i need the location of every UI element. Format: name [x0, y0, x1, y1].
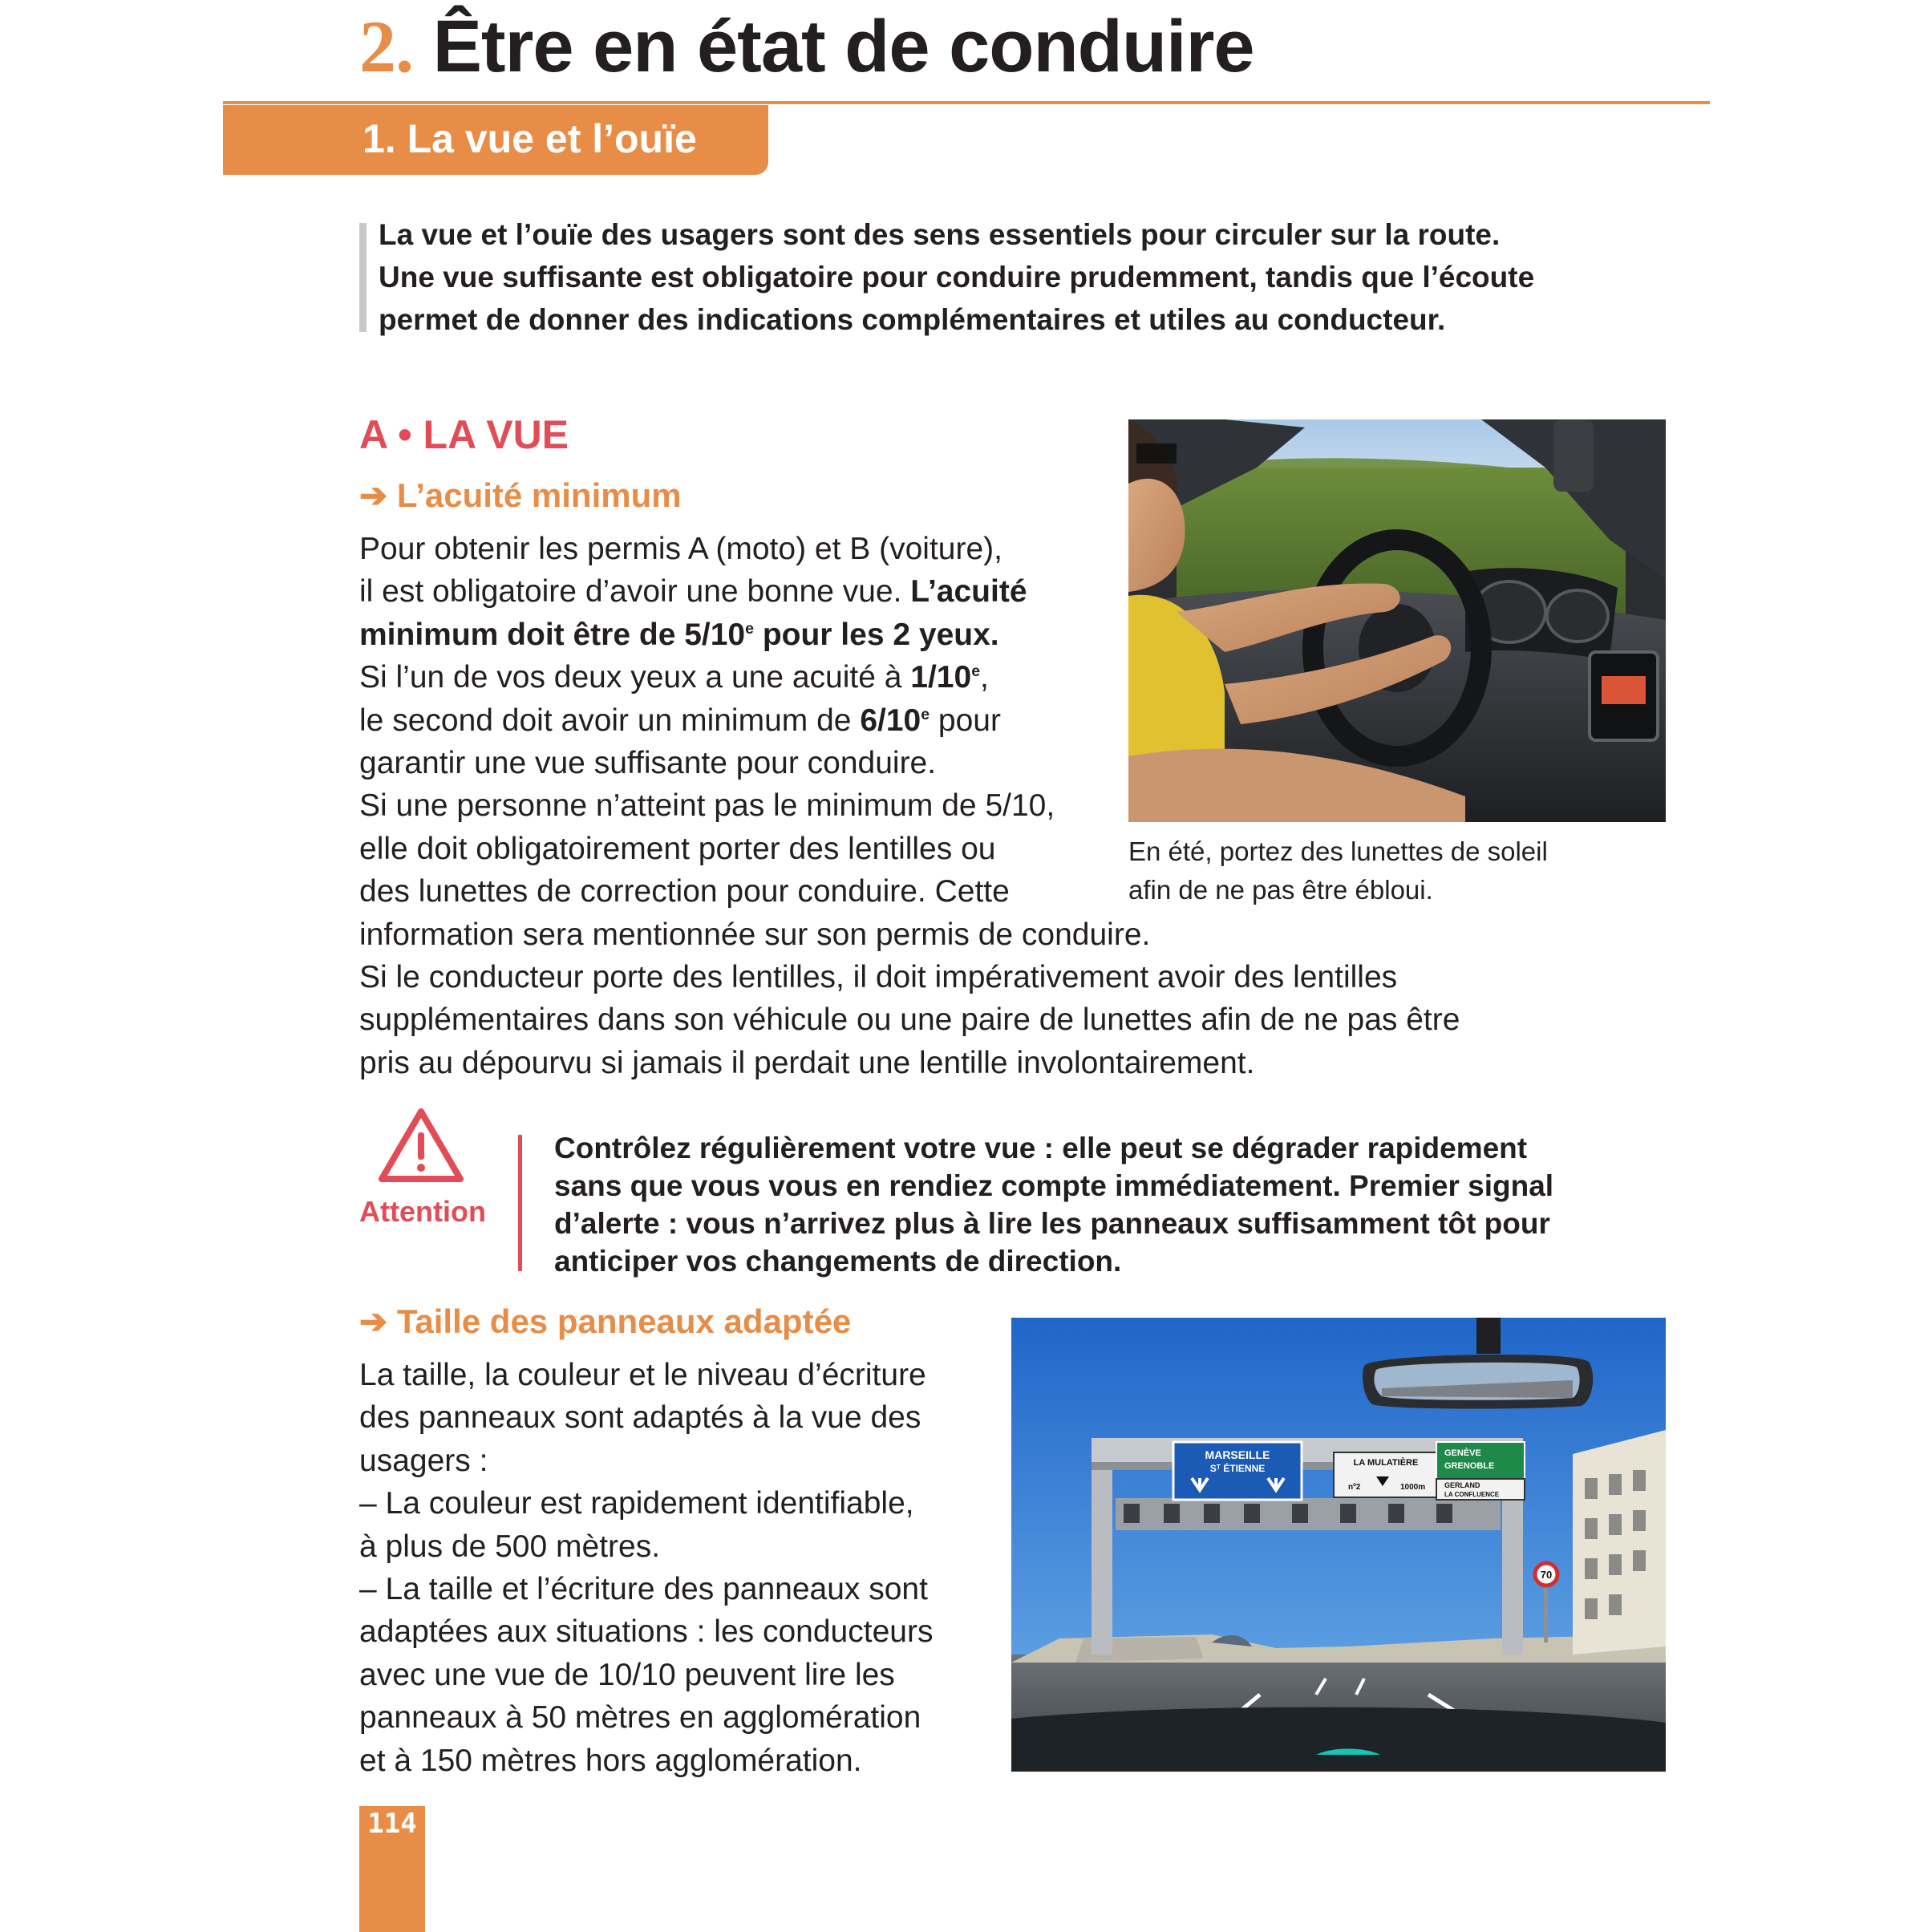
superscript: e — [745, 619, 754, 638]
sign-white-exit: nº2 — [1348, 1483, 1361, 1492]
warning-triangle-icon — [377, 1107, 465, 1185]
photo-caption — [1128, 832, 1548, 909]
text: Pour obtenir les permis A (moto) et B (voiture), — [359, 532, 1002, 566]
page-number: 114 — [367, 1808, 417, 1840]
body-line: – La taille et l’écriture des panneaux sont — [359, 1572, 928, 1607]
body-line: avec une vue de 10/10 peuvent lire les — [359, 1657, 895, 1692]
text: pour — [930, 703, 1001, 738]
subheading-sign-size: ➔ Taille des panneaux adaptée — [359, 1302, 852, 1340]
body-line: à plus de 500 mètres. — [359, 1529, 661, 1564]
speed-limit-sign: 70 — [1540, 1569, 1553, 1581]
sign-green-line1: GENÈVE — [1444, 1448, 1481, 1458]
intro-line: La vue et l’ouïe des usagers sont des sens essentiels pour circuler sur la route. — [379, 218, 1501, 251]
intro-bar — [359, 223, 367, 332]
sign-white-line1: LA MULATIÈRE — [1353, 1458, 1419, 1468]
body-line: – La couleur est rapidement identifiable, — [359, 1486, 914, 1521]
text: Si l’un de vos deux yeux a une acuité à — [359, 660, 911, 695]
sign-white2-line1: GERLAND — [1444, 1481, 1480, 1489]
attention-line: Contrôlez régulièrement votre vue : elle peut se dégrader rapidement — [554, 1132, 1528, 1164]
intro-line: Une vue suffisante est obligatoire pour conduire prudemment, tandis que l’écoute — [379, 261, 1535, 294]
section-a-heading: A • LA VUE — [359, 412, 569, 457]
bold-text: 6/10 — [860, 703, 921, 738]
caption-line: En été, portez des lunettes de soleil — [1128, 836, 1548, 866]
sign-blue-line1: MARSEILLE — [1205, 1448, 1270, 1461]
chapter-title — [359, 5, 1254, 90]
section-banner-label: 1. La vue et l’ouïe — [363, 116, 697, 161]
body-line: pris au dépourvu si jamais il perdait une lentille involontairement. — [359, 1045, 1255, 1080]
text: le second doit avoir un minimum de — [359, 703, 861, 738]
sign-white2-line2: LA CONFLUENCE — [1444, 1491, 1500, 1498]
body-line: usagers : — [359, 1443, 488, 1478]
sign-green-line2: GRENOBLE — [1444, 1461, 1495, 1471]
subheading-acuity: ➔ L’acuité minimum — [359, 476, 682, 514]
bold-text: pour les 2 yeux. — [753, 617, 999, 652]
photo-driver-sunglasses — [1128, 419, 1666, 822]
caption-line: afin de ne pas être ébloui. — [1128, 875, 1433, 905]
attention-label: Attention — [359, 1195, 486, 1228]
intro-text — [379, 213, 1606, 341]
paragraph-signs — [359, 1354, 933, 1782]
body-line: supplémentaires dans son véhicule ou une paire de lunettes afin de ne pas être — [359, 1002, 1460, 1038]
body-line: panneaux à 50 mètres en agglomération — [359, 1700, 921, 1736]
intro-line: permet de donner des indications complémentaires et utiles au conducteur. — [379, 303, 1446, 336]
body-line: elle doit obligatoirement porter des lentilles ou — [359, 831, 996, 866]
sign-blue-line2: Sᵀ ÉTIENNE — [1209, 1463, 1266, 1474]
attention-text — [554, 1129, 1553, 1280]
photo-highway-signs — [1011, 1318, 1666, 1772]
body-line: Si le conducteur porte des lentilles, il doit impérativement avoir des lentilles — [359, 960, 1398, 995]
attention-line: sans que vous vous en rendiez compte immédiatement. Premier signal — [554, 1169, 1554, 1202]
body-line: information sera mentionnée sur son permis de conduire. — [359, 917, 1151, 952]
chapter-number: 2. — [359, 6, 413, 87]
body-line: Si une personne n’atteint pas le minimum de 5/10, — [359, 788, 1055, 824]
sign-white-dist: 1000m — [1400, 1483, 1426, 1492]
text: il est obligatoire d’avoir une bonne vue. — [359, 574, 911, 610]
attention-bar — [518, 1135, 522, 1271]
title-rule — [223, 101, 1710, 104]
superscript: e — [921, 705, 930, 723]
bold-text: 1/10 — [910, 660, 972, 695]
chapter-title-text: Être en état de conduire — [432, 6, 1254, 87]
body-line: et à 150 mètres hors agglomération. — [359, 1743, 862, 1778]
body-line: adaptées aux situations : les conducteurs — [359, 1614, 934, 1650]
superscript: e — [971, 662, 981, 681]
body-line: garantir une vue suffisante pour conduire. — [359, 746, 937, 781]
attention-line: anticiper vos changements de direction. — [554, 1245, 1122, 1278]
bold-text: L’acuité — [910, 574, 1027, 610]
text: , — [980, 660, 989, 695]
body-line: des panneaux sont adaptés à la vue des — [359, 1400, 921, 1436]
body-line: des lunettes de correction pour conduire. Cette — [359, 874, 1010, 909]
body-line: La taille, la couleur et le niveau d’écriture — [359, 1358, 926, 1392]
attention-line: d’alerte : vous n’arrivez plus à lire les panneaux suffisamment tôt pour — [554, 1207, 1550, 1240]
bold-text: minimum doit être de 5/10 — [359, 617, 746, 652]
